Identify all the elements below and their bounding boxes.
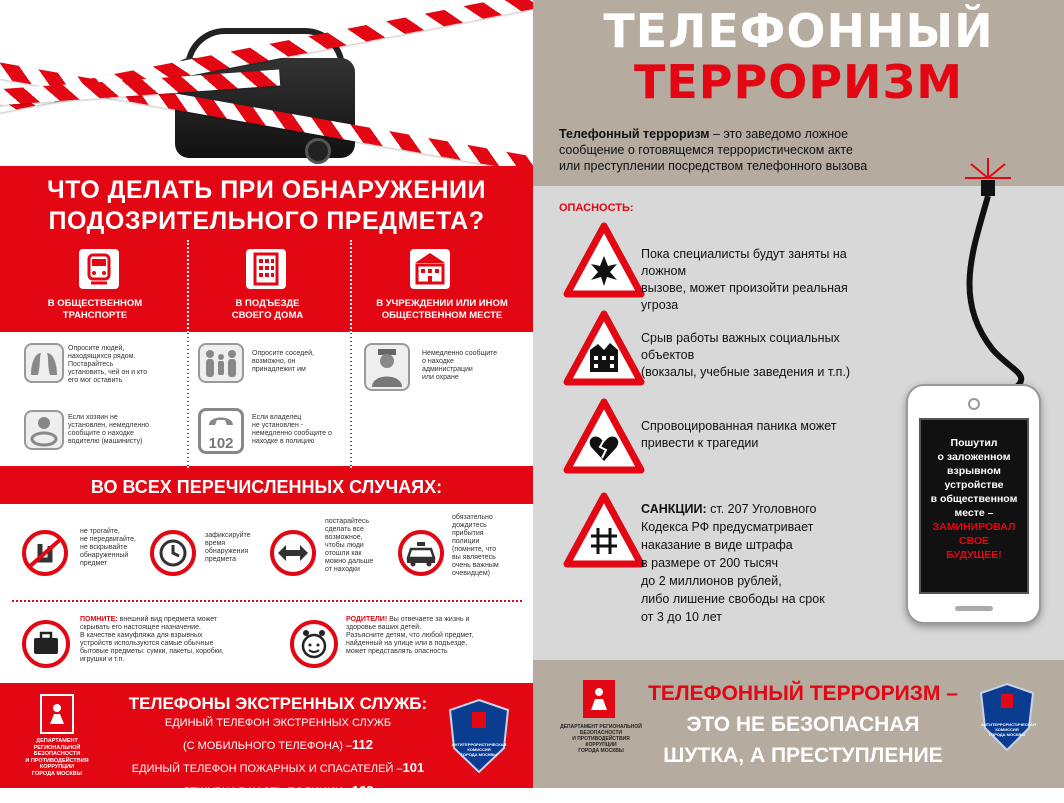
parents-line: найденный на улице или в подъезде,: [346, 640, 468, 647]
right-title-line1: ТЕЛЕФОННЫЙ: [603, 4, 994, 58]
danger-line: Пока специалисты будут заняты на ложном: [641, 247, 847, 278]
phone-camera-icon: [968, 398, 980, 410]
shield-line: ГОРОДА МОСКВЫ: [988, 732, 1026, 737]
rule-line: очевидцем): [452, 570, 490, 577]
rule-line: предмет: [80, 560, 108, 567]
remember-line: бытовые предметы: сумки, пакеты, коробки,: [80, 648, 224, 655]
moscow-emblem-icon-right: [583, 680, 615, 718]
emergency-line: ЕДИНЫЙ ТЕЛЕФОН ЭКСТРЕННЫХ СЛУЖБ: [164, 717, 392, 729]
shield-line: КОМИССИЯ: [995, 727, 1019, 732]
rule-line: полиции: [452, 538, 480, 545]
phone-red-line: ЗАМИНИРОВАЛ: [932, 521, 1016, 533]
remember-line: скрывать его настоящее назначение.: [80, 624, 201, 631]
category-label-transport-2: ТРАНСПОРТЕ: [62, 310, 128, 321]
left-poster: [0, 0, 533, 798]
emergency-title: ТЕЛЕФОНЫ ЭКСТРЕННЫХ СЛУЖБ:: [128, 694, 428, 713]
phone-cable: [893, 150, 1064, 400]
tip-line: не установлен -: [252, 422, 304, 429]
remember-line: В качестве камуфляжа для взрывных: [80, 632, 203, 639]
slogan-line2: ЭТО НЕ БЕЗОПАСНАЯ: [686, 713, 920, 736]
commission-shield-icon: [448, 698, 510, 774]
rule-line: очень важным: [452, 562, 499, 569]
people-talking-icon: [24, 343, 64, 383]
tip-line: о находке: [422, 358, 454, 365]
parents-line: Разъясните детям, что любой предмет,: [346, 632, 474, 639]
tip-line: установлен, немедленно: [68, 422, 149, 429]
parents-label: РОДИТЕЛИ!: [346, 616, 388, 623]
tip-line: Опросите людей,: [68, 345, 125, 352]
rule-line: не передвигайте,: [80, 536, 136, 543]
definition-line: или преступлении посредством телефонного вызова: [559, 159, 868, 173]
tip-line: установить, чей он и кто: [68, 369, 148, 376]
definition-bold: Телефонный терроризм: [559, 127, 710, 141]
all-cases-band: [0, 470, 533, 504]
rule-line: можно дальше: [325, 558, 374, 565]
rule-line: от находки: [325, 566, 360, 573]
rule-line: отошли как: [325, 550, 362, 557]
dept-label-line: БЕЗОПАСНОСТИ: [579, 730, 623, 736]
family-icon: [198, 343, 244, 383]
rule-line: дождитесь: [452, 522, 487, 529]
rule-line: (помните, что: [452, 546, 497, 553]
slogan-line1: ТЕЛЕФОННЫЙ ТЕРРОРИЗМ –: [648, 682, 958, 705]
rule-line: предмета: [205, 556, 237, 563]
tip-line: Опросите соседей,: [252, 350, 314, 357]
category-label-home-2: СВОЕГО ДОМА: [231, 310, 304, 321]
danger-line: вызове, может произойти реальная угроза: [641, 281, 848, 312]
tip-line: водителю (машинисту): [68, 438, 143, 445]
parents-line: Вы отвечаете за жизнь и: [389, 616, 470, 623]
driver-icon: [24, 410, 64, 450]
phone-line: устройстве: [944, 479, 1004, 491]
phone-home-bar: [955, 606, 993, 611]
shield-line: ГОРОДА МОСКВЫ: [460, 752, 498, 757]
broken-heart-icon: [563, 398, 645, 474]
guard-icon: [364, 343, 410, 391]
rule-line: обязательно: [452, 514, 493, 521]
category-label-transport-1: В ОБЩЕСТВЕННОМ: [47, 298, 143, 309]
shield-line: АНТИТЕРРОРИСТИЧЕСКАЯ: [451, 742, 507, 747]
rule-line: чтобы люди: [325, 542, 364, 549]
remember-line: внешний вид предмета может: [119, 616, 218, 623]
dept-label-line: И ПРОТИВОДЕЙСТВИЯ: [572, 736, 630, 742]
definition-line: – это заведомо ложное: [709, 127, 849, 141]
no-touch-icon: [22, 530, 68, 576]
right-title-line2: ТЕРРОРИЗМ: [633, 55, 963, 109]
tip-line: немедленно сообщите о: [252, 430, 332, 437]
badge-102: 102: [208, 435, 234, 452]
emergency-number: 112: [352, 737, 374, 752]
rule-line: возможное,: [325, 534, 363, 541]
child-icon: [290, 620, 338, 668]
tip-line: Постарайтесь: [68, 361, 114, 368]
police-car-icon: [398, 530, 444, 576]
phone-screen: [919, 418, 1029, 594]
clock-icon: [150, 530, 196, 576]
tip-line: возможно, он: [252, 358, 296, 365]
sanctions-label: САНКЦИИ:: [641, 502, 707, 516]
sanctions-line: до 2 миллионов рублей,: [641, 574, 782, 588]
tip-line: находящихся рядом.: [68, 353, 136, 360]
dept-label-line: БЕЗОПАСНОСТИ: [33, 751, 81, 757]
category-label-institution-2: ОБЩЕСТВЕННОМ МЕСТЕ: [381, 310, 503, 321]
phone-line: взрывном: [947, 465, 1001, 477]
rule-line: не вскрывайте: [80, 544, 128, 551]
phone-line: о заложенном: [937, 451, 1011, 463]
rule-line: зафиксируйте: [205, 532, 251, 539]
rule-line: прибытия: [452, 530, 484, 537]
tip-line: его мог оставить: [68, 377, 123, 384]
tip-line: Если хозяин не: [68, 414, 118, 421]
tip-line: Немедленно сообщите: [422, 350, 498, 357]
explosion-icon: [563, 222, 645, 298]
parents-line: здоровье ваших детей.: [346, 624, 422, 631]
dept-label-line: ДЕПАРТАМЕНТ РЕГИОНАЛЬНОЙ: [33, 738, 81, 751]
train-icon: [76, 246, 122, 292]
phone-line: месте –: [954, 507, 994, 519]
sanctions-line: наказание в виде штрафа: [641, 538, 793, 552]
emergency-line: (С МОБИЛЬНОГО ТЕЛЕФОНА) –: [182, 740, 353, 752]
moscow-emblem-icon: [40, 694, 74, 734]
emergency-line: ЕДИНЫЙ ТЕЛЕФОН ПОЖАРНЫХ И СПАСАТЕЛЕЙ –: [131, 763, 403, 775]
parents-line: может представлять опасность: [346, 648, 448, 655]
building-icon: [563, 310, 645, 386]
tip-line: Если владелец: [252, 414, 302, 421]
phone-red-line: СВОЕ: [958, 535, 990, 547]
danger-line: (вокзалы, учебные заведения и т.п.): [641, 365, 851, 379]
remember-line: игрушки и т.п.: [80, 656, 125, 663]
apartment-icon: [243, 246, 289, 292]
rule-line: время: [205, 540, 226, 547]
all-cases-title: ВО ВСЕХ ПЕРЕЧИСЛЕННЫХ СЛУЧАЯХ:: [90, 477, 443, 497]
remember-label: ПОМНИТЕ:: [80, 616, 118, 623]
tip-line: находке в полицию: [252, 438, 315, 445]
dept-label-line: ДЕПАРТАМЕНТ РЕГИОНАЛЬНОЙ: [560, 724, 642, 730]
page-title-line2: ПОДОЗРИТЕЛЬНОГО ПРЕДМЕТА?: [48, 207, 485, 235]
briefcase-icon: [22, 620, 70, 668]
definition-line: сообщение о готовящемся террористическом акте: [559, 143, 853, 157]
emergency-line: ДЕЖУРНАЯ ЧАСТЬ ПОЛИЦИИ –: [182, 786, 352, 798]
phone-red-line: БУДУЩЕЕ!: [946, 549, 1002, 561]
rule-line: обнаруженный: [80, 552, 129, 559]
phone-line: в общественном: [930, 493, 1018, 505]
sanctions-line: либо лишение свободы на срок: [641, 592, 825, 606]
shield-line: АНТИТЕРРОРИСТИЧЕСКАЯ: [981, 722, 1036, 727]
emergency-number: 101: [402, 760, 425, 775]
sanctions-line: от 3 до 10 лет: [641, 610, 722, 624]
dept-label-line: И ПРОТИВОДЕЙСТВИЯ: [25, 757, 89, 764]
phone-102-icon: [198, 408, 244, 454]
tip-line: сообщите о находке: [68, 430, 134, 437]
category-label-home-1: В ПОДЪЕЗДЕ: [235, 298, 300, 309]
dept-label-line: ГОРОДА МОСКВЫ: [31, 770, 83, 777]
danger-line: Срыв работы важных социальных объектов: [641, 331, 840, 362]
rule-line: вы являетесь: [452, 554, 496, 561]
rule-line: постарайтесь: [325, 518, 370, 525]
tip-line: или охране: [422, 374, 459, 381]
dept-label-line: ГОРОДА МОСКВЫ: [578, 748, 624, 754]
arrows-icon: [270, 530, 316, 576]
danger-label: ОПАСНОСТЬ:: [559, 202, 634, 214]
dept-label-line: КОРРУПЦИИ: [585, 742, 617, 748]
emergency-number: 102: [351, 783, 374, 798]
page-title-line1: ЧТО ДЕЛАТЬ ПРИ ОБНАРУЖЕНИИ: [47, 176, 486, 204]
rule-line: не трогайте,: [80, 528, 120, 535]
danger-line: Спровоцированная паника может: [641, 419, 837, 433]
rule-line: обнаружения: [205, 548, 249, 555]
tip-line: принадлежит им: [252, 366, 306, 373]
danger-line: привести к трагедии: [641, 436, 759, 450]
tip-line: администрации: [422, 366, 473, 373]
phone-line: Пошутил: [950, 437, 998, 449]
category-label-institution-1: В УЧРЕЖДЕНИИ ИЛИ ИНОМ: [376, 298, 508, 309]
sanctions-line: ст. 207 Уголовного: [706, 502, 817, 516]
sanctions-line: Кодекса РФ предусматривает: [641, 520, 814, 534]
slogan-line3: ШУТКА, А ПРЕСТУПЛЕНИЕ: [663, 744, 943, 767]
commission-shield-icon-right: [979, 682, 1035, 752]
dept-label-line: КОРРУПЦИИ: [39, 764, 75, 770]
rule-line: сделать все: [325, 526, 364, 533]
shield-line: КОМИССИЯ: [467, 747, 491, 752]
remember-line: устройств используются самые обычные: [80, 640, 214, 647]
sanctions-line: в размере от 200 тысяч: [641, 556, 778, 570]
institution-icon: [407, 246, 453, 292]
bars-icon: [563, 492, 645, 568]
right-poster: [533, 0, 1064, 788]
